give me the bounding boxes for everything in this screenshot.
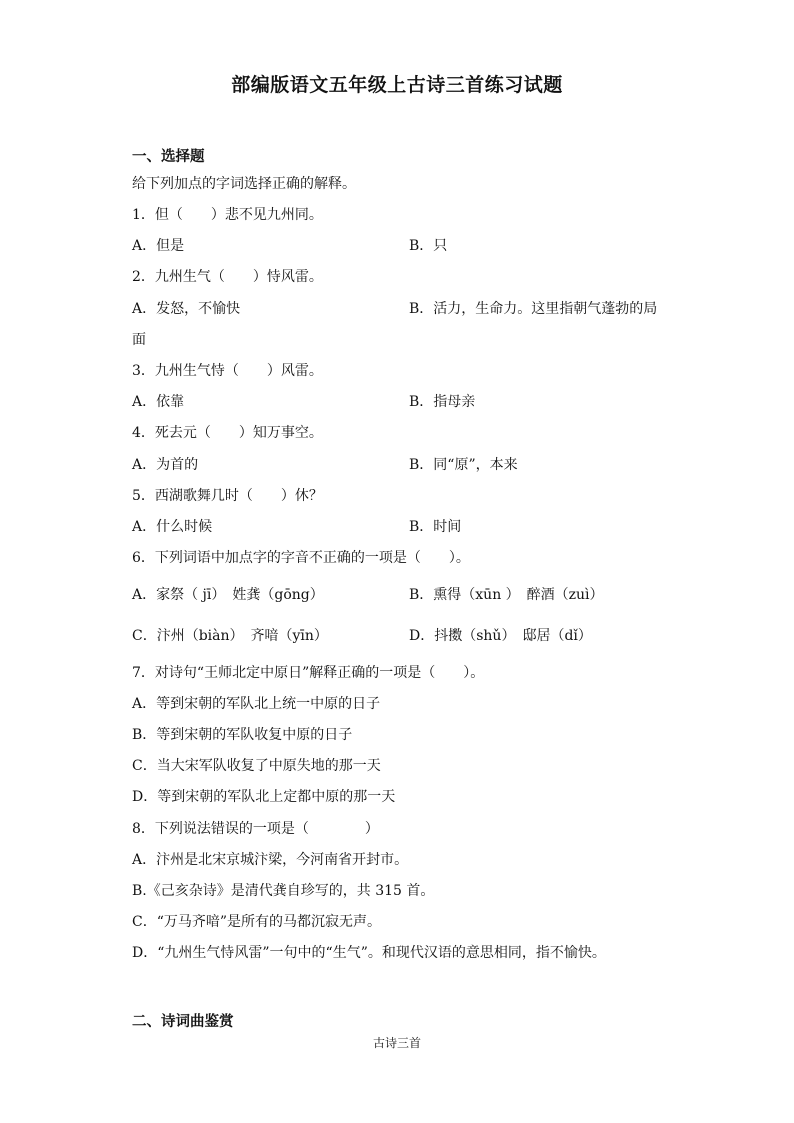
question-4-option-b: B．同“原”，本来 (409, 457, 518, 473)
question-6-option-d: D．抖擞（shǔ） 邸居（dǐ） (409, 628, 592, 644)
question-5-option-b: B．时间 (409, 519, 462, 535)
question-6-option-a: A．家祭（ jī） 姓龚（gōng） (132, 587, 324, 603)
section-heading-choice: 一、选择题 (132, 148, 205, 165)
question-8-option-d: D．“九州生气恃风雷”一句中的“生气”。和现代汉语的意思相同，指不愉快。 (132, 945, 606, 961)
question-4-option-a: A．为首的 (132, 457, 199, 473)
question-6-option-b: B．熏得（xūn ） 醉酒（zuì） (409, 587, 604, 603)
question-7-option-a: A．等到宋朝的军队北上统一中原的日子 (132, 696, 381, 712)
question-6-stem: 6．下列词语中加点字的字音不正确的一项是（ ）。 (132, 550, 470, 566)
question-5-option-a: A．什么时候 (132, 519, 213, 535)
instruction-text: 给下列加点的字词选择正确的解释。 (132, 176, 356, 192)
question-1-stem: 1．但（ ）悲不见九州同。 (132, 207, 323, 223)
question-2-option-b-continued: 面 (132, 332, 146, 348)
question-7-stem: 7．对诗句“王师北定中原日”解释正确的一项是（ ）。 (132, 665, 485, 681)
section-heading-poetry: 二、诗词曲鉴赏 (132, 1013, 234, 1030)
question-6-option-c: C．汴州（biàn） 齐喑（yīn） (132, 628, 328, 644)
question-1-option-a: A．但是 (132, 238, 185, 254)
question-3-option-b: B．指母亲 (409, 394, 476, 410)
question-8-stem: 8．下列说法错误的一项是（ ） (132, 821, 379, 837)
document-title: 部编版语文五年级上古诗三首练习试题 (231, 74, 563, 96)
question-8-option-b: B.《己亥杂诗》是清代龚自珍写的，共 315 首。 (132, 883, 435, 899)
question-2-stem: 2．九州生气（ ）恃风雷。 (132, 269, 323, 285)
question-7-option-d: D．等到宋朝的军队北上定都中原的那一天 (132, 789, 396, 805)
question-1-option-b: B．只 (409, 238, 448, 254)
question-8-option-a: A．汴州是北宋京城汴梁，今河南省开封市。 (132, 852, 409, 868)
question-3-option-a: A．依靠 (132, 394, 185, 410)
question-2-option-a: A．发怒，不愉快 (132, 301, 241, 317)
question-7-option-c: C．当大宋军队收复了中原失地的那一天 (132, 758, 381, 774)
question-3-stem: 3．九州生气恃（ ）风雷。 (132, 363, 323, 379)
question-8-option-c: C．“万马齐喑”是所有的马都沉寂无声。 (132, 914, 382, 930)
question-4-stem: 4．死去元（ ）知万事空。 (132, 425, 323, 441)
question-5-stem: 5．西湖歌舞几时（ ）休？ (132, 488, 323, 504)
question-2-option-b: B．活力，生命力。这里指朝气蓬勃的局 (409, 301, 658, 317)
question-7-option-b: B．等到宋朝的军队收复中原的日子 (132, 727, 353, 743)
page-footer: 古诗三首 (372, 1036, 421, 1050)
